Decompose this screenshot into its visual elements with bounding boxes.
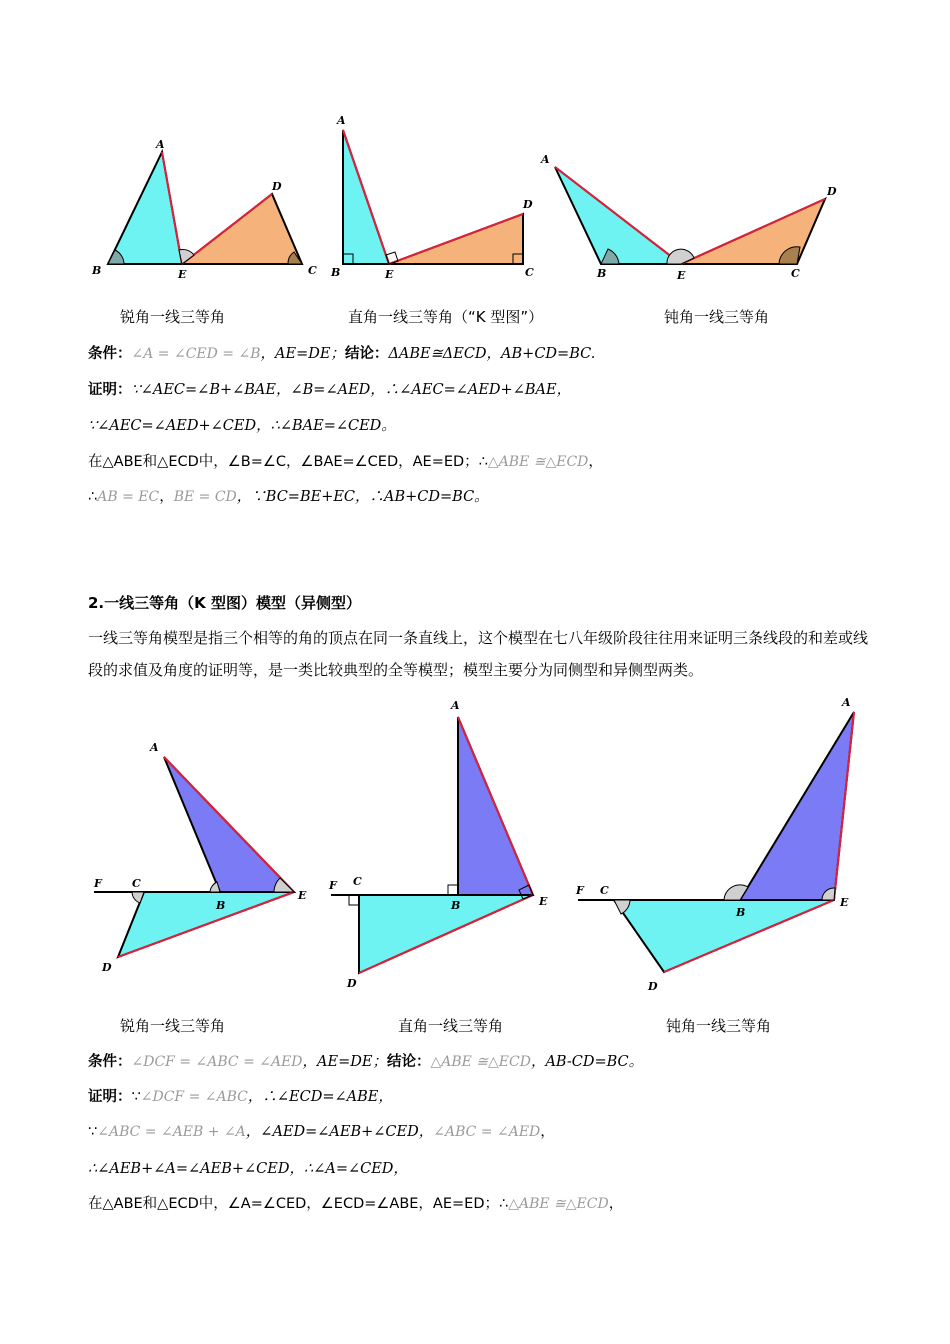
caption-acute: 锐角一线三等角 bbox=[120, 1017, 226, 1035]
proof-text: ， bbox=[608, 1196, 624, 1212]
proof-text: ， bbox=[159, 489, 174, 505]
label-C: C bbox=[600, 884, 609, 897]
formula-image: △ABE ≅△ECD bbox=[430, 1054, 531, 1070]
conclusion-label: 结论： bbox=[344, 346, 389, 362]
label-C: C bbox=[791, 267, 800, 280]
label-B: B bbox=[451, 899, 461, 912]
condition-label: 条件： bbox=[88, 1054, 132, 1070]
section-paragraph: 一线三等角模型是指三个相等的角的顶点在同一条直线上，这个模型在七八年级阶段往往用来证明三条线段的和差或线段的求值及角度的证明等，是一类比较典型的全等模型；模型主要分为同侧型和异侧型两类。 bbox=[88, 629, 869, 679]
proof-text: ，∵BC=BE+EC，∴AB+CD=BC。 bbox=[236, 489, 489, 505]
condition-text: ，AE=DE； bbox=[260, 346, 345, 362]
condition-line-2 bbox=[88, 1050, 643, 1071]
caption-obtuse: 钝角一线三等角 bbox=[664, 308, 770, 326]
condition-line-1 bbox=[88, 342, 595, 363]
label-B: B bbox=[216, 899, 226, 912]
conclusion-text: ，AB-CD=BC。 bbox=[530, 1054, 644, 1070]
label-E: E bbox=[385, 268, 394, 281]
label-C: C bbox=[132, 877, 141, 890]
formula-image: ∠DCF = ∠ABC = ∠AED bbox=[131, 1054, 303, 1070]
label-B: B bbox=[736, 906, 746, 919]
caption-obtuse: 钝角一线三等角 bbox=[666, 1017, 772, 1035]
figure-acute-opposite-side bbox=[88, 735, 318, 975]
proof-text: 在△ABE和△ECD中，∠B=∠C，∠BAE=∠CED，AE=ED；∴ bbox=[88, 454, 488, 470]
proof-line-3 bbox=[88, 450, 603, 471]
proof-text: ， bbox=[588, 454, 603, 470]
label-D: D bbox=[102, 961, 112, 974]
label-A: A bbox=[451, 699, 460, 712]
caption-right: 直角一线三等角（“K 型图”） bbox=[348, 308, 544, 326]
label-D: D bbox=[347, 977, 357, 990]
label-A: A bbox=[842, 696, 851, 709]
label-E: E bbox=[840, 896, 849, 909]
formula-image: ∠ABC = ∠AEB + ∠A bbox=[97, 1124, 246, 1140]
proof-line-2 bbox=[88, 414, 396, 435]
conclusion-text: ΔABE≅ΔECD，AB+CD=BC. bbox=[388, 346, 596, 362]
label-D: D bbox=[827, 185, 837, 198]
label-F: F bbox=[576, 884, 584, 897]
figure-right-opposite-side bbox=[325, 695, 565, 995]
figure-right-same-side bbox=[325, 110, 555, 290]
label-B: B bbox=[331, 266, 341, 279]
label-E: E bbox=[539, 895, 548, 908]
proof-label: 证明： bbox=[88, 382, 132, 398]
label-B: B bbox=[92, 264, 102, 277]
condition-label: 条件： bbox=[88, 346, 132, 362]
label-E: E bbox=[677, 269, 686, 282]
label-A: A bbox=[156, 138, 165, 151]
label-A: A bbox=[337, 114, 346, 127]
condition-text: ，AE=DE； bbox=[302, 1054, 387, 1070]
proof2-line-4 bbox=[88, 1192, 623, 1213]
proof2-line-2 bbox=[88, 1120, 555, 1141]
label-D: D bbox=[272, 180, 282, 193]
figure-obtuse-same-side bbox=[535, 145, 845, 285]
proof-text: ，∴∠ECD=∠ABE， bbox=[247, 1089, 393, 1105]
proof-text: ∵ bbox=[88, 1124, 98, 1140]
label-B: B bbox=[597, 267, 607, 280]
label-C: C bbox=[525, 266, 534, 279]
label-D: D bbox=[648, 980, 658, 993]
proof-text: 在△ABE和△ECD中，∠A=∠CED，∠ECD=∠ABE，AE=ED；∴ bbox=[88, 1196, 509, 1212]
proof-line-1 bbox=[88, 378, 571, 399]
caption-right: 直角一线三等角 bbox=[398, 1017, 504, 1035]
figure-acute-same-side bbox=[88, 130, 328, 290]
figure-obtuse-opposite-side bbox=[572, 690, 872, 1000]
conclusion-label: 结论： bbox=[386, 1054, 431, 1070]
formula-image: △ABE ≅△ECD bbox=[487, 454, 589, 470]
label-A: A bbox=[541, 153, 550, 166]
label-C: C bbox=[308, 264, 317, 277]
label-D: D bbox=[523, 198, 533, 211]
formula-image: AB = EC bbox=[97, 489, 160, 505]
proof-text: ∴ bbox=[88, 489, 98, 505]
formula-image: △ABE ≅△ECD bbox=[508, 1196, 609, 1212]
proof-line-4 bbox=[88, 485, 489, 506]
caption-acute: 锐角一线三等角 bbox=[120, 308, 226, 326]
label-A: A bbox=[150, 741, 159, 754]
proof2-line-3 bbox=[88, 1157, 408, 1178]
proof2-line-1 bbox=[88, 1085, 393, 1106]
formula-image: BE = CD bbox=[173, 489, 237, 505]
label-C: C bbox=[353, 875, 362, 888]
proof-text: ，∠AED=∠AEB+∠CED， bbox=[245, 1124, 434, 1140]
label-F: F bbox=[94, 877, 102, 890]
formula-image: ∠DCF = ∠ABC bbox=[140, 1089, 248, 1105]
proof-text: ∵ bbox=[131, 1089, 141, 1105]
proof-text: ∵∠AEC=∠AED+∠CED，∴∠BAE=∠CED。 bbox=[88, 418, 396, 434]
label-F: F bbox=[329, 879, 337, 892]
proof-label: 证明： bbox=[88, 1089, 132, 1105]
proof-text: ， bbox=[540, 1124, 555, 1140]
formula-image: ∠ABC = ∠AED bbox=[433, 1124, 541, 1140]
proof-text: ∵∠AEC=∠B+∠BAE，∠B=∠AED，∴∠AEC=∠AED+∠BAE， bbox=[131, 382, 572, 398]
section-heading: 2.一线三等角（K 型图）模型（异侧型） bbox=[88, 594, 361, 612]
label-E: E bbox=[298, 889, 307, 902]
label-E: E bbox=[178, 268, 187, 281]
formula-image: ∠A = ∠CED = ∠B bbox=[131, 346, 261, 362]
proof-text: ∴∠AEB+∠A=∠AEB+∠CED，∴∠A=∠CED， bbox=[88, 1161, 408, 1177]
